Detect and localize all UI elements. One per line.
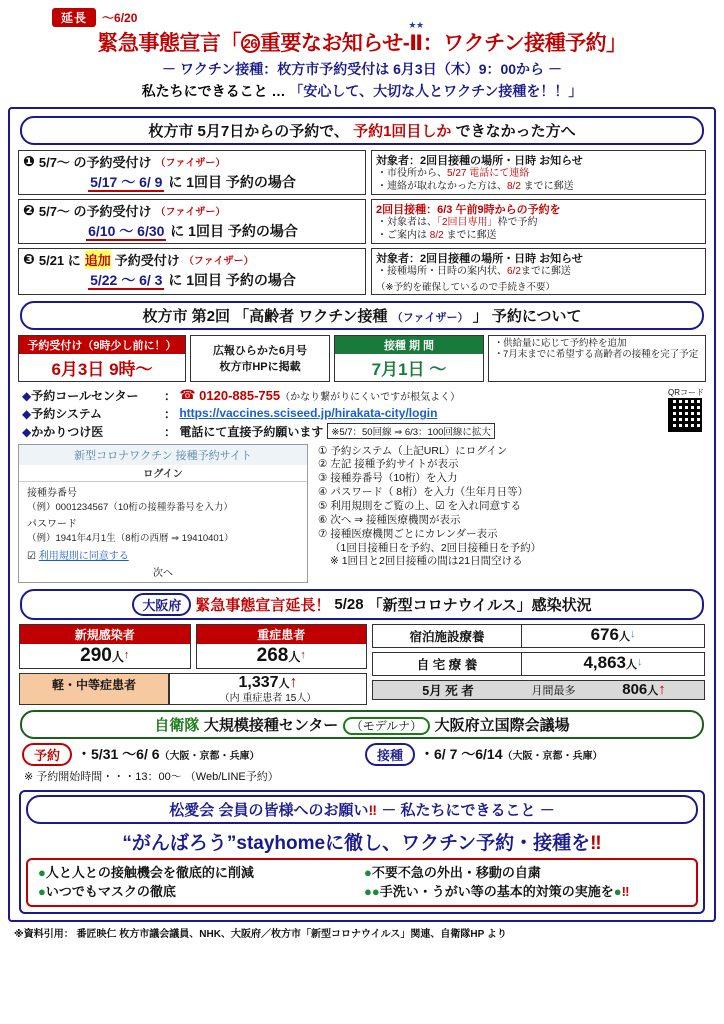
row1-title: 5/7～ の予約受付け [38, 155, 152, 170]
next-button[interactable]: 次へ [153, 567, 173, 579]
deaths-arrow: ↑ [658, 681, 666, 698]
contact-label-doctor: ◆ かかりつけ医 [22, 423, 164, 440]
step-6-text: 次へ ⇒ 接種医療機関が表示 [330, 513, 461, 526]
new-cases-value [20, 644, 190, 668]
jieitai-title-a: 自衛隊 [154, 716, 200, 734]
jieitai-rows [16, 743, 708, 766]
footer-source: ※資料引用： 番匠映仁 枚方市議会議員、NHK、大阪府／枚方市「新型コロナウイルス」関連、自衛隊HP より [14, 928, 507, 940]
ticket-field-example[interactable]: （例）0001234567（10桁の接種券番号を入力） [27, 501, 233, 513]
new-cases-box [19, 624, 191, 669]
jieitai-reserve-value [77, 744, 260, 764]
osaka-date: 5/28 [334, 595, 364, 613]
section2-heading-a: 枚方市 第2回 [142, 307, 230, 325]
section1-heading-c: できなかった方へ [455, 123, 576, 140]
header-subtitle-1: － ワクチン接種：枚方市予約受付は 6月3日（木）9：00から － [162, 61, 562, 77]
severe-cases-unit: 人 [288, 649, 301, 664]
login-heading: ログイン [19, 465, 307, 482]
jieitai-reserve-dates: ・5/31 ～6/ 6 [77, 746, 160, 762]
row1-maker: （ファイザー） [155, 158, 226, 169]
step-item: ⑦ 接種医療機関ごとにカレンダー表示 [318, 527, 498, 540]
section1-heading-a: 枚方市 5月7日からの予約で、 [148, 123, 349, 140]
step-4-text: パスワード（ 8桁）を入力（生年月日等） [330, 486, 529, 499]
row2-right-list [376, 217, 701, 242]
section2-heading [20, 301, 704, 330]
row2-maker: （ファイザー） [155, 207, 226, 218]
jieitai-reserve-area: （大阪・京都・兵庫） [159, 751, 260, 762]
qr-image [668, 398, 702, 432]
hotel-care-row [372, 624, 705, 648]
section2-heading-c: 」 予約について [472, 307, 582, 325]
home-care-unit: 人 [626, 658, 638, 671]
list-item: ・ 対象者は、「2回目専用」枠で予約 [387, 217, 701, 230]
jieitai-vac-area: （大阪・京都・兵庫） [502, 751, 603, 762]
deaths-unit: 人 [647, 685, 659, 697]
jieitai-vac-tag: 接種 [365, 743, 415, 766]
mild-cases-box [169, 673, 367, 705]
matsuai-item-2: ● 不要不急の外出・移動の自粛 [364, 863, 541, 883]
matsuai-slogan-a: “がんばろう”stayhomeに徹し、 [122, 832, 402, 854]
matsuai-block [19, 790, 705, 914]
section1-row1-title [19, 151, 365, 172]
title-circle-number: 26 [241, 34, 260, 53]
section1-row3-right [371, 248, 706, 295]
jieitai-note: ※ 予約開始時間・・・13：00～ （Web/LINE予約） [24, 770, 279, 783]
steps-note: ※ 1回目と2回目接種の間は21日間空ける [330, 555, 523, 568]
header-subtitle-2b: 「安心して、大切な人とワクチン接種を！！」 [289, 83, 583, 99]
section1-heading-b: 予約1回目しか [353, 123, 452, 140]
row3-tail: に 1回目 予約の場合 [168, 272, 296, 288]
password-field [19, 513, 307, 544]
row3-title-a: 5/21 に [38, 253, 81, 268]
mild-cases-number: 1,337 [238, 673, 279, 691]
severe-cases-box [196, 624, 368, 669]
steps-sub: （1回目接種日を予約、2回目接種日を予約） [330, 541, 542, 554]
period-notes [488, 335, 706, 382]
reserve-box-head: 予約受付け（9時少し前に！） [19, 336, 185, 354]
callcenter-number[interactable]: 0120-885-755 [199, 387, 281, 403]
step-item: ① 予約システム（上記URL）にログイン [318, 444, 508, 457]
password-field-example[interactable]: （例）1941年4月1生（8桁の西暦 ⇒ 19410401） [27, 532, 234, 544]
jieitai-reserve [22, 743, 359, 766]
login-panel [18, 444, 308, 583]
login-panel-title: 新型コロナワクチン 接種予約サイト [19, 445, 307, 465]
severe-cases-head: 重症患者 [197, 625, 367, 644]
matsuai-heading-b: － 私たちにできること － [381, 801, 555, 819]
row3-title-c: 予約受付け [114, 253, 180, 268]
checkbox-icon[interactable]: ☑ [27, 550, 36, 562]
doctor-text: 電話にて直接予約願います [179, 424, 324, 439]
password-field-label: パスワード [27, 518, 77, 530]
matsuai-item-3: ● いつでもマスクの徹底 [38, 882, 338, 902]
extension-badge: 延長 [52, 8, 96, 27]
terms-link[interactable]: 利用規則に同意する [38, 550, 129, 562]
section1-row [18, 199, 706, 244]
step-item: ⑥ 次へ ⇒ 接種医療機関が表示 [318, 513, 461, 526]
list-item: ・ 供給量に応じて予約枠を追加 [503, 338, 701, 350]
contact-row-system: ◆ 予約システム ： https://vaccines.sciseed.jp/hirakata-city/login [22, 405, 704, 422]
title-stars: ★★ [408, 20, 424, 30]
list-item: ・ 7月末までに希望する高齢者の接種を完了予定 [503, 349, 701, 361]
header-subtitle-2 [8, 81, 716, 101]
home-care-row [372, 652, 705, 676]
osaka-heading [20, 589, 704, 620]
contact-label-callcenter: ◆ 予約コールセンター [22, 387, 164, 404]
matsuai-heading [26, 795, 698, 824]
qr-caption: QRコード [668, 387, 704, 397]
list-item: ・ ご案内は 8/2 までに郵送 [387, 230, 701, 243]
mild-cases-unit: 人 [278, 677, 290, 690]
matsuai-heading-mark: ‼ [368, 801, 377, 818]
matsuai-slogan-b: ワクチン予約・接種を [401, 832, 591, 854]
section1-row1-date [19, 172, 365, 194]
section1-heading [20, 116, 704, 145]
row1-tail: に 1回目 予約の場合 [168, 174, 296, 190]
severe-cases-arrow: ↑ [300, 648, 306, 661]
section1-row1-left [18, 150, 366, 195]
section1-row3-date [19, 270, 365, 292]
period-box [334, 335, 484, 382]
row1-right-title: 対象者：2回目接種の場所・日時 お知らせ [376, 155, 583, 167]
step-item: ③ 接種券番号（10桁）を入力 [318, 472, 458, 485]
title-post: ：ワクチン接種予約」 [422, 32, 627, 55]
mild-cases-label: 軽・中等症患者 [19, 673, 169, 705]
matsuai-item-row [38, 863, 686, 883]
new-cases-head: 新規感染者 [20, 625, 190, 644]
matsuai-items [26, 858, 698, 907]
step-5-text: 利用規則をご覧の上、☑ を入れ同意する [330, 499, 522, 512]
line-expansion-note: ※5/7：50回線 ⇒ 6/3：100回線に拡大 [327, 423, 495, 439]
list-item: ・ 連絡が取れなかった方は、8/2 までに郵送 [387, 181, 701, 194]
jieitai-vac-dates: ・6/ 7 ～6/14 [420, 746, 503, 762]
osaka-stats-left [19, 624, 367, 705]
row1-right-list [376, 168, 701, 193]
home-care-arrow: ↓ [637, 655, 643, 668]
jieitai-title-c: 大阪府立国際会議場 [434, 716, 570, 734]
mild-cases-row [19, 673, 367, 705]
deaths-value [584, 681, 704, 698]
list-item: ・ 市役所から、5/27 電話にて連絡 [387, 168, 701, 181]
section1-row3-title [19, 249, 365, 270]
row3-right-list [376, 266, 701, 279]
section1-row2-right [371, 199, 706, 244]
new-cases-number: 290 [80, 644, 112, 666]
osaka-title-b: 「新型コロナウイルス」感染状況 [367, 596, 592, 614]
hotel-care-arrow: ↓ [629, 627, 636, 640]
qr-code [668, 387, 704, 432]
koho-line1: 広報ひらかた6月号 [212, 345, 308, 357]
callcenter-note: （かなり繋がりにくいですが根気よく） [280, 391, 461, 403]
row3-number: ❸ [23, 251, 35, 267]
matsuai-item-row [38, 882, 686, 902]
row3-date: 5/22 ～ 6/ 3 [90, 272, 163, 288]
phone-icon: ☎ [179, 387, 200, 402]
ticket-field-label: 接種券番号 [27, 487, 77, 499]
login-and-steps [16, 443, 708, 586]
row2-right-title [376, 201, 701, 217]
jieitai-reserve-tag: 予約 [22, 743, 72, 766]
jieitai-vaccination [365, 743, 702, 766]
contact-block [16, 385, 708, 443]
row2-title: 5/7～ の予約受付け [38, 204, 152, 219]
step-item: ④ パスワード（ 8桁）を入力（生年月日等） [318, 486, 529, 499]
section1-row1-right [371, 150, 706, 195]
title-roman [408, 20, 424, 56]
hotel-care-number: 676 [590, 624, 619, 644]
step-7-text: 接種医療機関ごとにカレンダー表示 [330, 527, 498, 540]
row2-number: ❷ [23, 202, 35, 218]
row2-tail: に 1回目 予約の場合 [170, 223, 298, 239]
terms-checkbox[interactable] [19, 544, 307, 562]
section1-rows [16, 150, 708, 295]
osaka-stats-right [372, 624, 705, 705]
matsuai-item-4 [364, 882, 629, 902]
reservation-system-link[interactable]: https://vaccines.sciseed.jp/hirakata-city/login [179, 406, 438, 420]
period-box-value: 7月1日 ～ [371, 359, 447, 379]
section1-row3-left [18, 248, 366, 295]
poster-header [8, 6, 716, 103]
login-steps [314, 444, 706, 583]
matsuai-slogan [26, 828, 698, 855]
reserve-box [18, 335, 186, 382]
section1-row2-title [19, 200, 365, 221]
deaths-note: 月間最多 [531, 684, 576, 697]
period-notes-list [493, 338, 701, 362]
mild-cases-arrow: ↑ [289, 673, 298, 691]
step-1-text: 予約システム（上記URL）にログイン [330, 444, 508, 457]
jieitai-maker: （モデルナ） [343, 717, 430, 735]
step-item: ② 左記 接種予約サイトが表示 [318, 458, 459, 471]
jieitai-vac-value [420, 744, 603, 764]
page-title [8, 20, 716, 57]
section1-row2-left [18, 199, 366, 244]
hotel-care-value [522, 624, 705, 648]
jieitai-title-b: 大規模接種センター [203, 716, 339, 734]
extension-row [52, 8, 716, 27]
header-subtitle-2a: 私たちにできること … [141, 83, 286, 99]
reserve-box-value: 6月3日 9時～ [51, 359, 153, 379]
contact-row-doctor: ◆ かかりつけ医 ： 電話にて直接予約願います ※5/7：50回線 ⇒ 6/3：100回線に拡大 [22, 423, 704, 440]
title-pre: 緊急事態宣言「 [97, 32, 241, 55]
severe-cases-value [197, 644, 367, 668]
new-cases-arrow: ↑ [123, 648, 130, 661]
row2-date: 6/10 ～ 6/30 [88, 223, 165, 239]
severe-cases-number: 268 [256, 644, 289, 666]
row1-number: ❶ [23, 153, 35, 169]
row3-maker: （ファイザー） [183, 256, 254, 267]
ticket-field [19, 482, 307, 513]
title-roman-label: Ⅱ [409, 32, 423, 55]
section1-row2-date [19, 221, 365, 243]
row1-date: 5/17 ～ 6/ 9 [90, 174, 163, 190]
koho-line2: 枚方市HPに掲載 [219, 361, 301, 373]
contact-label-system: ◆ 予約システム [22, 405, 164, 422]
hotel-care-unit: 人 [618, 630, 630, 643]
matsuai-item-4-mark: ● ‼ [614, 884, 630, 899]
contact-row-callcenter: ◆ 予約コールセンター ： ☎ 0120-885-755 （かなり繋がりにくいですが根気よく） [22, 387, 704, 404]
home-care-label: 自 宅 療 養 [372, 652, 522, 676]
section2-maker: （ファイザー） [391, 311, 469, 324]
row3-title-b: 追加 [85, 250, 111, 269]
title-mid: 重要なお知らせ- [259, 32, 410, 55]
section2-heading-b: 「高齢者 ワクチン接種 [234, 307, 388, 325]
deaths-number: 806 [622, 681, 648, 698]
matsuai-item-1: ● 人と人との接触機会を徹底的に削減 [38, 863, 338, 883]
matsuai-slogan-mark: ‼ [590, 832, 602, 854]
matsuai-item-4-text: ● 手洗い・うがい等の基本的対策の実施を [372, 884, 614, 899]
osaka-stat-top-row [19, 624, 367, 669]
osaka-title-red: 緊急事態宣言延長！ [195, 596, 331, 614]
period-box-head: 接種 期 間 [335, 336, 483, 354]
step-item: ⑤ 利用規則をご覧の上、☑ を入れ同意する [318, 499, 522, 512]
section1-row [18, 248, 706, 295]
section2-boxes [16, 335, 708, 382]
new-cases-unit: 人 [111, 649, 124, 664]
mild-cases-sub: （内 重症患者 15人） [219, 692, 317, 704]
step-3-text: 接種券番号（10桁）を入力 [330, 472, 458, 485]
hotel-care-label: 宿泊施設療養 [372, 624, 522, 648]
matsuai-heading-a: 松愛会 会員の皆様へのお願い [169, 801, 369, 819]
row3-right-title: 対象者：2回目接種の場所・日時 お知らせ [376, 253, 583, 265]
deaths-label: 5月 死 者 [422, 683, 474, 698]
row3-right-note: （※予約を確保しているので手続き不要） [376, 281, 555, 293]
home-care-number: 4,863 [583, 652, 627, 672]
koho-box [190, 335, 330, 382]
section1-row [18, 150, 706, 195]
osaka-stats [16, 624, 708, 708]
jieitai-heading [20, 710, 704, 739]
osaka-pill: 大阪府 [132, 593, 191, 616]
row2-right-title-text: 2回目接種：6/3 午前9時からの予約を [376, 204, 561, 216]
home-care-value [522, 652, 705, 676]
extension-date: ～6/20 [102, 11, 138, 25]
deaths-row [372, 680, 705, 700]
step-2-text: 左記 接種予約サイトが表示 [330, 458, 459, 471]
main-frame [8, 107, 716, 922]
list-item: ・ 接種場所・日時の案内状、6/2までに郵送 [387, 266, 701, 279]
